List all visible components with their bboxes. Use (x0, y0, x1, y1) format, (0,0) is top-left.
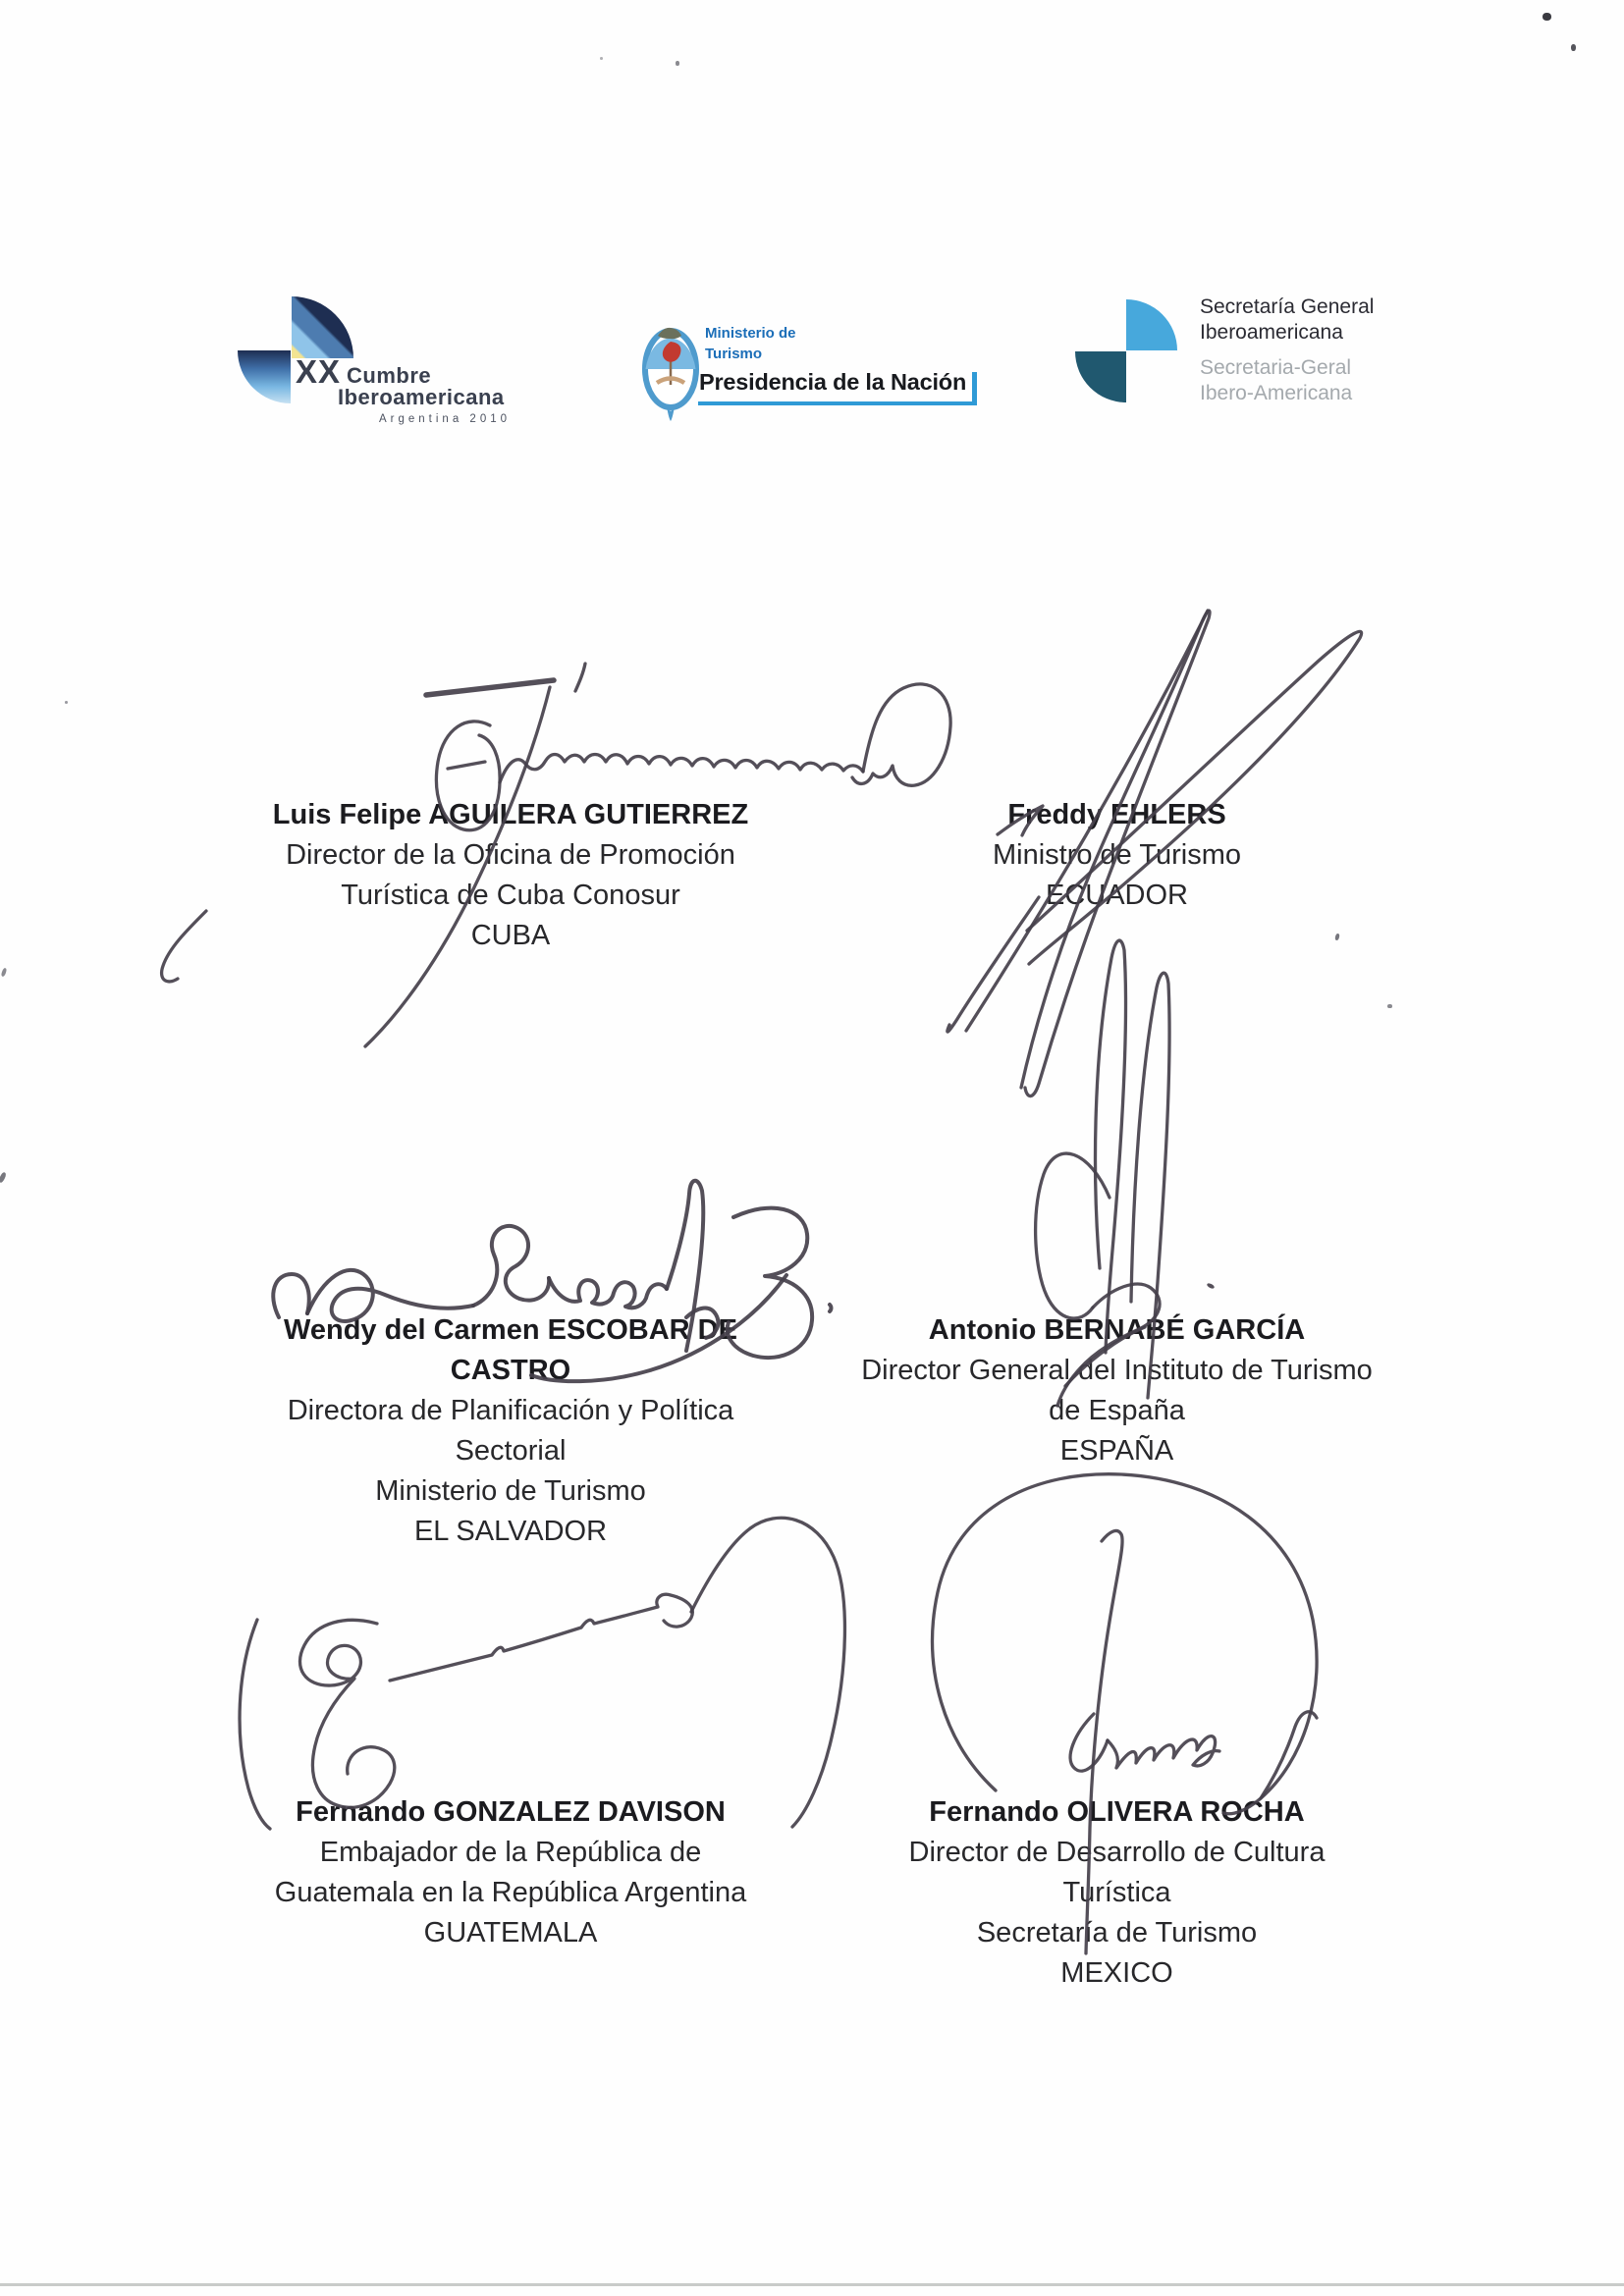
scan-speck (1334, 934, 1340, 941)
signer-country: MEXICO (1060, 1957, 1173, 1989)
summit-logo-xx: XX (296, 353, 342, 390)
signer-country: EL SALVADOR (413, 1516, 608, 1547)
segib-logo-icon (1070, 294, 1184, 408)
signer-block-cuba (221, 795, 800, 956)
ministry-logo-line1: Ministerio de (705, 325, 796, 342)
scan-speck (1543, 13, 1551, 21)
scan-speck (676, 61, 679, 66)
signer-name: Fernando OLIVERA ROCHA (929, 1796, 1305, 1828)
signer-block-espana (830, 1310, 1404, 1471)
scan-speck (1207, 1282, 1216, 1289)
signer-name: Freddy EHLERS (1007, 799, 1226, 830)
scan-speck (65, 701, 68, 704)
scan-edge-line (0, 2283, 1624, 2286)
segib-es-line1: Secretaría General (1200, 295, 1375, 318)
signer-title: Director de la Oficina de Promoción Turística de Cuba Conosur (286, 839, 735, 911)
ministry-logo-presidencia: Presidencia de la Nación (699, 369, 967, 395)
signature-guatemala (240, 1518, 844, 1829)
signer-title: Directora de Planificación y Política Sectorial Ministerio de Turismo (287, 1395, 734, 1507)
signer-block-el-salvador (221, 1310, 800, 1552)
ministry-logo-line2: Turismo (705, 346, 763, 362)
segib-logo-spanish (1200, 294, 1374, 346)
signer-country: ESPAÑA (1059, 1435, 1174, 1467)
scan-speck (1387, 1004, 1392, 1008)
signer-name: Fernando GONZALEZ DAVISON (296, 1796, 726, 1828)
signer-block-guatemala (221, 1792, 800, 1953)
summit-logo-iberoamericana: Iberoamericana (338, 385, 505, 409)
signer-country: ECUADOR (1045, 880, 1188, 911)
segib-es-line2: Iberoamericana (1200, 321, 1343, 344)
signer-country: CUBA (470, 920, 551, 951)
scan-speck (1, 968, 8, 978)
signer-title: Director General del Instituto de Turismo de España (861, 1355, 1373, 1426)
scan-speck (600, 57, 603, 60)
signer-title: Director de Desarrollo de Cultura Turística Secretaría de Turismo (908, 1837, 1326, 1949)
ministry-logo-bar (972, 372, 977, 405)
signer-name: Antonio BERNABÉ GARCÍA (928, 1314, 1306, 1346)
signer-title: Ministro de Turismo (992, 839, 1241, 871)
summit-logo-subtitle: Argentina 2010 (379, 413, 512, 425)
ministry-logo-underline (698, 401, 974, 405)
segib-pt-line1: Secretaria-Geral (1200, 356, 1352, 379)
signer-name: Luis Felipe AGUILERA GUTIERREZ (272, 799, 749, 830)
signer-block-ecuador (830, 795, 1404, 916)
scan-speck (1571, 44, 1576, 51)
signer-country: GUATEMALA (423, 1917, 598, 1949)
signer-block-mexico (830, 1792, 1404, 1994)
summit-logo-cumbre: Cumbre (347, 363, 432, 388)
scan-speck (0, 1171, 7, 1183)
signer-title: Embajador de la República de Guatemala en la República Argentina (274, 1837, 747, 1908)
segib-logo-portuguese (1200, 355, 1352, 406)
signer-name: Wendy del Carmen ESCOBAR DE CASTRO (284, 1314, 737, 1386)
argentina-coat-of-arms-icon (638, 320, 707, 424)
segib-pt-line2: Ibero-Americana (1200, 382, 1353, 404)
